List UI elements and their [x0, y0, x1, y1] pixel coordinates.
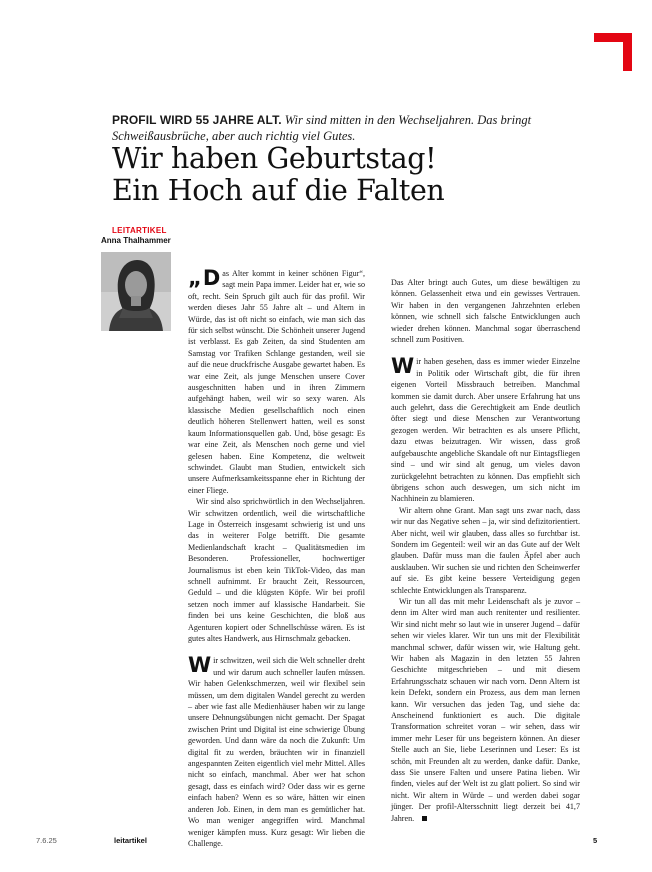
- section-label: LEITARTIKEL: [112, 226, 167, 235]
- intro: [112, 112, 572, 144]
- author-name: Anna Thalhammer: [101, 236, 171, 245]
- article-column-1: [188, 268, 365, 849]
- paragraph-text: Wir tun all das mit mehr Leidenschaft als je zuvor – denn im Alter wird man auch renitenter und resilienter. Wir sind nicht mehr so laut wie in unserer Jugend – dafür sehen wir vieles klarer. Wir tun uns mit der Flexibilität manchmal schwer, dafür wissen wir, wie Haltung geht. Wir haben als Magazin in den letzten 55 Jahren Geschichte mitgeschrieben – und mit diesem Erfahrungsschatz schauen wir nach vorn. Denn Altern ist kein Defekt, sondern ein Prozess, aus dem man lernen kann. Wir versuchen das jeden Tag, und siehe da: Anscheinend funktioniert es auch. Die digitale Transformation schreitet voran – wir sehen, dass wir immer mehr Leser für uns begeistern können. An dieser Stelle auch an Sie, liebe Leserinnen und Leser: Es ist schön, mit Freunden alt zu werden, danke dafür. Danke, dass Sie unsere Falten und unsere Patina lieben. Wir finden, vieles auf der Welt ist zu glatt poliert. So sind wir nicht. Wir altern in Würde – und werden dabei sogar jünger. Der profil-Altersschnitt liegt derzeit bei 41,7 Jahren.: [391, 596, 580, 823]
- footer-section: leitartikel: [114, 836, 147, 845]
- kicker: PROFIL WIRD 55 JAHRE ALT.: [112, 113, 282, 127]
- paragraph-text: ir haben gesehen, dass es immer wieder Einzelne in Politik oder Wirtschaft gibt, die für ihren eigenen Vorteil Missbrauch betreiben. Manchmal kommen sie damit durch. Aber unsere Erfahrung hat uns auch gelehrt, dass die Gerechtigkeit am Ende deutlich öfter siegt und diese Menschen zur Verantwortung gezogen werden. Wir betrachten es als unsere Pflicht, dazu etwas beizutragen. Wir wissen, dass groß aufgebauschte angebliche Skandale oft nur Eintagsfliegen sind – und wir sind alt genug, um vieles davon zurückgelehnt betrachten zu können. Das empfiehlt sich übrigens schon auch deswegen, um sich nicht im Nachhinein zu blamieren.: [391, 357, 580, 504]
- paragraph: Das Alter bringt auch Gutes, um diese bewältigen zu können. Gelassenheit etwa und ein gewisses Vertrauen. Wir haben in den vergangenen Jahrzehnten erleben können, wie schnell sich falsche Entwicklungen auch wieder drehen können. Manchmal sogar überraschend schnell zum Positiven.: [391, 278, 580, 345]
- paragraph-text: ir schwitzen, weil sich die Welt schneller dreht und wir darum auch schneller laufen müssen. Wir haben Gelenkschmerzen, weil wir flexibel sein müssen, um dem digitalen Wandel gerecht zu werden – aber wie fast alle Medienhäuser haben wir zu lange unsere Dehnungsübungen nicht gemacht. Der Spagat zwischen Print und Digital ist eine schwierige Übung geworden. Und dann wäre da noch die Zukunft: Um digital fit zu werden, bräuchten wir in finanziell angespannten Zeiten eigentlich viel mehr Mittel. Alles nicht so einfach, manchmal. Aber wer hat schon gesagt, dass es einfach wird? Oder dass wir es gerne einfach haben? Wenn es so wäre, hätten wir einen anderen Job. Einen, in dem man es gemütlicher hat. Wo man weniger angegriffen wird. Manchmal weniger kämpfen muss. Kurz gesagt: Wir lieben die Challenge.: [188, 656, 365, 848]
- headline-line-1: Wir haben Geburtstag!: [112, 142, 437, 175]
- paragraph: [188, 268, 365, 496]
- end-mark-icon: [422, 816, 427, 821]
- paragraph: [188, 655, 365, 849]
- footer-date: 7.6.25: [36, 836, 57, 845]
- author-photo: [101, 252, 171, 331]
- paragraph: Wir sind also sprichwörtlich in den Wechseljahren. Wir schwitzen ordentlich, weil die wirtschaftliche Lage in Österreich insgesamt schwierig ist und uns das in weiterer Folge betrifft. Die gesamte Medienlandschaft kracht – Qualitätsmedien im Besonderen. Professioneller, hochwertiger Journalismus ist eben kein TikTok-Video, das man schnell aufnimmt. Er braucht Zeit, Ressourcen, Geduld – und die klügsten Köpfe. Wir bei profil setzen noch immer auf klassische Handarbeit. Sie finden bei uns keine Geschichten, die bloß aus Agenturen kopiert oder Schnellschüsse wären. Es ist gutes altes Handwerk, aus Hirnschmalz gebacken.: [188, 497, 365, 643]
- page-number: 5: [593, 836, 598, 845]
- author-portrait-icon: [101, 252, 171, 331]
- article-column-2: [391, 277, 580, 824]
- lede: Wir sind mitten in den Wechseljahren. Das bringt Schweißausbrüche, aber auch richtig viel Gutes.: [112, 113, 532, 143]
- paragraph: [391, 596, 580, 824]
- paragraph-text: as Alter kommt in keiner schönen Figur“, sagt mein Papa immer. Leider hat er, wie so oft, recht. Sein Spruch gilt auch für das profil. Wir werden dieses Jahr 55 Jahre alt – und Altern in Würde, das ist oft nicht so einfach, wie man sich das für sich selbst wünscht. Die Schönheit unserer Jugend ist verblasst. Es gab Zeiten, da sind Studenten am Samstag vor Trafiken Schlange gestanden, weil sie auf die neue druckfrische Ausgabe gewartet haben. Es war eine Zeit, als junge Menschen unsere Cover ausgeschnitten haben und in ihren Zimmern aufgehängt haben, weil wir so sexy waren. Als klassische Medien gesellschaftlich noch einen deutlich höheren Stellenwert hatten, weil es sonst kaum Informationsquellen gab. Und, böse gesagt: Es war eine Zeit, als Menschen noch gerne und viel gelesen haben. Eine Kompetenz, die weltweit schwindet. Glaubt man Studien, entwickelt sich unsere Aufmerksamkeitsspanne eher in Richtung der einer Fliege.: [188, 269, 365, 495]
- corner-mark-vertical: [623, 33, 632, 71]
- paragraph: Wir altern ohne Grant. Man sagt uns zwar nach, dass wir nur das Negative sehen – ja, wir sind defizitorientiert. Aber nicht, weil wir glauben, dass alles so furchtbar ist. Sondern im Gegenteil: weil wir an das Gute auf der Welt glauben. Dafür muss man die faulen Äpfel aber auch ausklauben. Wir suchen sie und richten den Scheinwerfer auf sie. Es gibt keine bessere Verteidigung gegen schlechte Entwicklungen als Transparenz.: [391, 505, 580, 595]
- headline: [112, 143, 572, 207]
- drop-cap: W: [188, 653, 212, 678]
- drop-cap: W: [391, 354, 415, 379]
- corner-logo-mark: [594, 33, 632, 71]
- paragraph: [391, 356, 580, 504]
- headline-line-2: Ein Hoch auf die Falten: [112, 174, 445, 207]
- opening-quote-mark: „: [188, 266, 202, 290]
- drop-cap: D: [202, 266, 221, 290]
